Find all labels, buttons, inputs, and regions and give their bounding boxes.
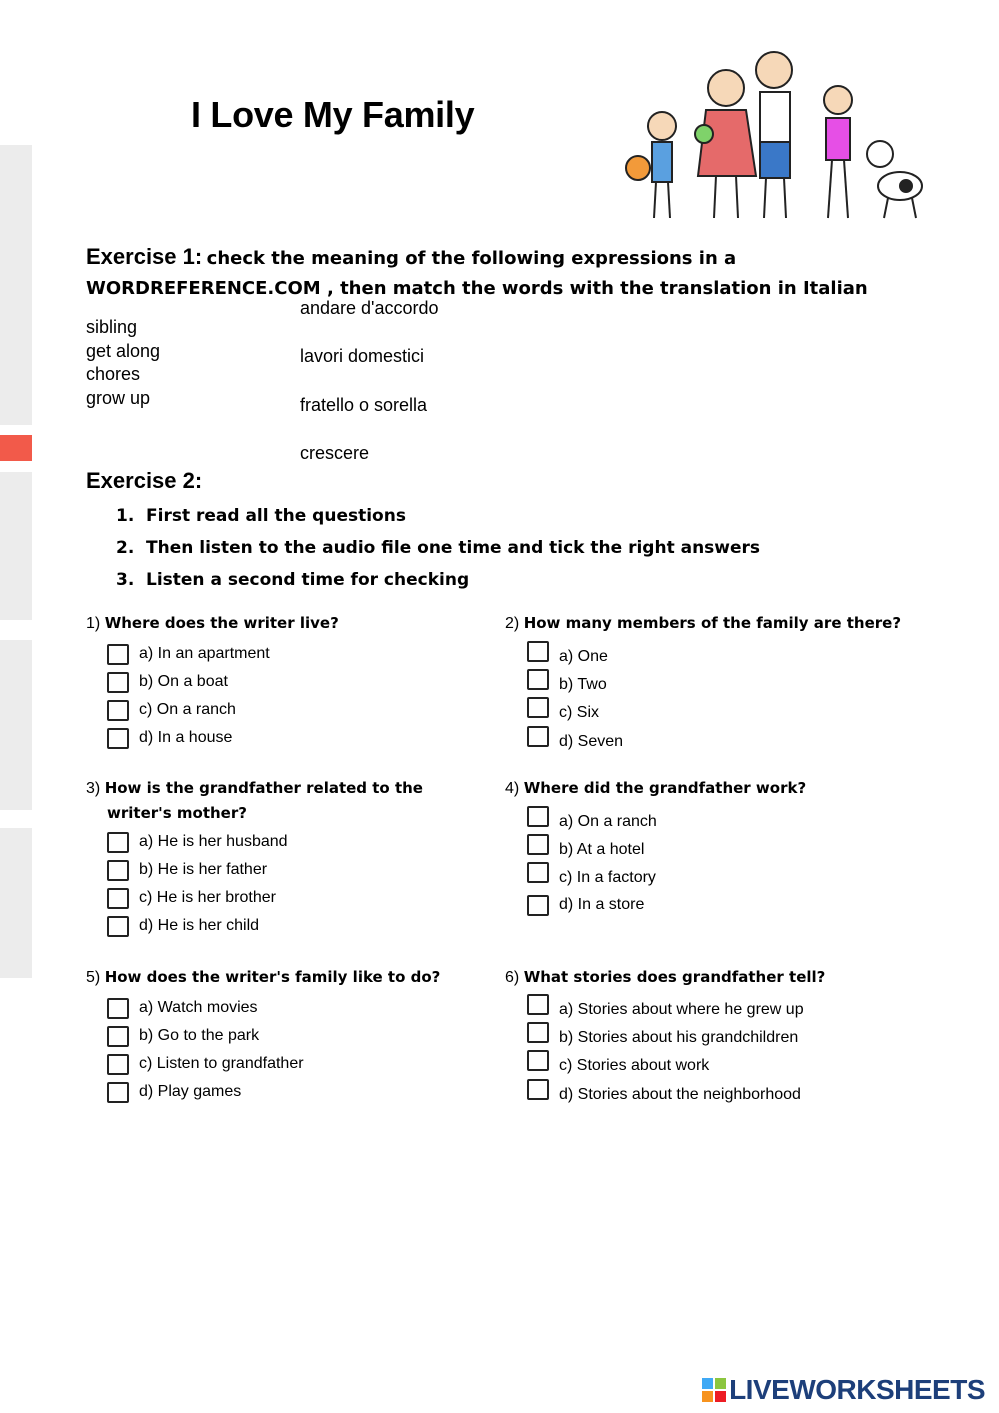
answer-option[interactable]: [527, 838, 644, 862]
translation-item[interactable]: crescere: [300, 443, 370, 463]
step-number: 3.: [116, 570, 135, 590]
answer-option[interactable]: [527, 998, 804, 1022]
word-item[interactable]: sibling: [86, 317, 138, 337]
step-number: 2.: [116, 538, 135, 558]
option-label: b) At a hotel: [559, 841, 645, 858]
side-tab-2: [0, 472, 32, 620]
step-number: 1.: [116, 506, 135, 526]
option-label: b) On a boat: [139, 673, 228, 690]
answer-option[interactable]: [107, 1052, 304, 1076]
option-label: c) On a ranch: [139, 701, 236, 718]
checkbox[interactable]: [527, 834, 549, 855]
answer-option[interactable]: [107, 914, 259, 938]
liveworksheets-logo[interactable]: [701, 1374, 985, 1406]
exercise1-heading: [86, 242, 946, 303]
answer-option[interactable]: [107, 858, 267, 882]
question-text: How is the grandfather related to the: [104, 779, 423, 797]
question-5: [86, 965, 440, 990]
checkbox[interactable]: [107, 672, 129, 693]
translation-item[interactable]: fratello o sorella: [300, 395, 428, 415]
answer-option[interactable]: [107, 886, 276, 910]
option-label: b) Two: [559, 676, 607, 693]
step-item: [116, 506, 406, 526]
checkbox[interactable]: [107, 1054, 129, 1075]
side-tab-3: [0, 640, 32, 810]
answer-option[interactable]: [107, 726, 232, 750]
option-label: a) He is her husband: [139, 833, 288, 850]
question-text: Where did the grandfather work?: [523, 779, 807, 797]
checkbox[interactable]: [527, 726, 549, 747]
option-label: d) Seven: [559, 733, 624, 750]
checkbox[interactable]: [527, 641, 549, 662]
answer-option[interactable]: [527, 866, 656, 890]
page-title: I Love My Family: [191, 94, 475, 135]
side-tab-accent: [0, 435, 32, 461]
answer-option[interactable]: [107, 830, 288, 854]
answer-option[interactable]: [107, 1024, 259, 1048]
step-text: Listen a second time for checking: [146, 570, 470, 590]
checkbox[interactable]: [527, 1079, 549, 1100]
question-number: 6): [505, 969, 520, 986]
checkbox[interactable]: [527, 1022, 549, 1043]
question-number: 4): [505, 780, 520, 797]
checkbox[interactable]: [107, 644, 129, 665]
exercise1-label: Exercise 1:: [86, 244, 203, 269]
side-tab-1: [0, 145, 32, 425]
option-label: b) Go to the park: [139, 1027, 260, 1044]
option-label: c) In a factory: [559, 869, 656, 886]
checkbox[interactable]: [107, 860, 129, 881]
answer-option[interactable]: [107, 698, 236, 722]
checkbox[interactable]: [527, 806, 549, 827]
step-text: Then listen to the audio file one time and tick the right answers: [146, 538, 761, 558]
step-item: [116, 538, 760, 558]
question-text: How does the writer's family like to do?: [104, 968, 441, 986]
option-label: d) Stories about the neighborhood: [559, 1086, 801, 1103]
question-text: Where does the writer live?: [104, 614, 339, 632]
checkbox[interactable]: [107, 998, 129, 1019]
question-text: What stories does grandfather tell?: [523, 968, 826, 986]
option-label: c) Six: [559, 704, 599, 721]
exercise1-instruction-line1: check the meaning of the following expressions in a: [206, 248, 737, 269]
option-label: d) Play games: [139, 1083, 242, 1100]
translation-item[interactable]: andare d'accordo: [300, 298, 439, 318]
answer-option[interactable]: [527, 893, 644, 917]
answer-option[interactable]: [107, 642, 270, 666]
option-label: d) In a house: [139, 729, 233, 746]
question-number: 2): [505, 615, 520, 632]
answer-option[interactable]: [107, 1080, 241, 1104]
family-illustration: [618, 36, 936, 228]
exercise2-label: Exercise 2:: [86, 468, 203, 493]
checkbox[interactable]: [107, 728, 129, 749]
checkbox[interactable]: [107, 700, 129, 721]
option-label: a) Watch movies: [139, 999, 258, 1016]
question-number: 5): [86, 969, 101, 986]
answer-option[interactable]: [527, 1054, 709, 1078]
step-text: First read all the questions: [146, 506, 406, 526]
option-label: d) In a store: [559, 896, 645, 913]
option-label: a) In an apartment: [139, 645, 270, 662]
answer-option[interactable]: [527, 673, 607, 697]
checkbox[interactable]: [107, 888, 129, 909]
logo-text: LIVEWORKSHEETS: [729, 1374, 985, 1405]
option-label: a) Stories about where he grew up: [559, 1001, 804, 1018]
checkbox[interactable]: [107, 1082, 129, 1103]
option-label: d) He is her child: [139, 917, 260, 934]
checkbox[interactable]: [107, 832, 129, 853]
question-6: [505, 965, 825, 990]
question-text: How many members of the family are there?: [523, 614, 902, 632]
side-tab-4: [0, 828, 32, 978]
question-number: 1): [86, 615, 101, 632]
checkbox[interactable]: [527, 697, 549, 718]
answer-option[interactable]: [107, 996, 258, 1020]
exercise1-instruction-line2: WORDREFERENCE.COM , then match the words with the translation in Italian: [86, 278, 868, 299]
checkbox[interactable]: [527, 895, 549, 916]
option-label: c) Stories about work: [559, 1057, 710, 1074]
checkbox[interactable]: [527, 862, 549, 883]
option-label: a) On a ranch: [559, 813, 657, 830]
liveworksheets-logo-icon: [701, 1377, 727, 1403]
translation-item[interactable]: lavori domestici: [300, 346, 425, 366]
answer-option[interactable]: [527, 730, 623, 754]
checkbox[interactable]: [107, 916, 129, 937]
checkbox[interactable]: [527, 669, 549, 690]
answer-option[interactable]: [527, 645, 608, 669]
word-item[interactable]: grow up: [86, 388, 151, 408]
option-label: b) Stories about his grandchildren: [559, 1029, 799, 1046]
option-label: c) He is her brother: [139, 889, 276, 906]
word-item[interactable]: chores: [86, 364, 141, 384]
answer-option[interactable]: [107, 670, 228, 694]
option-label: a) One: [559, 648, 608, 665]
question-4: [505, 776, 806, 801]
checkbox[interactable]: [107, 1026, 129, 1047]
question-text-continued: writer's mother?: [107, 804, 247, 822]
checkbox[interactable]: [527, 994, 549, 1015]
question-2: [505, 611, 901, 636]
question-1: [86, 611, 339, 636]
word-item[interactable]: get along: [86, 341, 161, 361]
answer-option[interactable]: [527, 1026, 798, 1050]
answer-option[interactable]: [527, 810, 657, 834]
step-item: [116, 570, 469, 590]
checkbox[interactable]: [527, 1050, 549, 1071]
answer-option[interactable]: [527, 701, 599, 725]
question-number: 3): [86, 780, 101, 797]
answer-option[interactable]: [527, 1083, 801, 1107]
question-3: [86, 776, 466, 826]
option-label: c) Listen to grandfather: [139, 1055, 304, 1072]
option-label: b) He is her father: [139, 861, 268, 878]
